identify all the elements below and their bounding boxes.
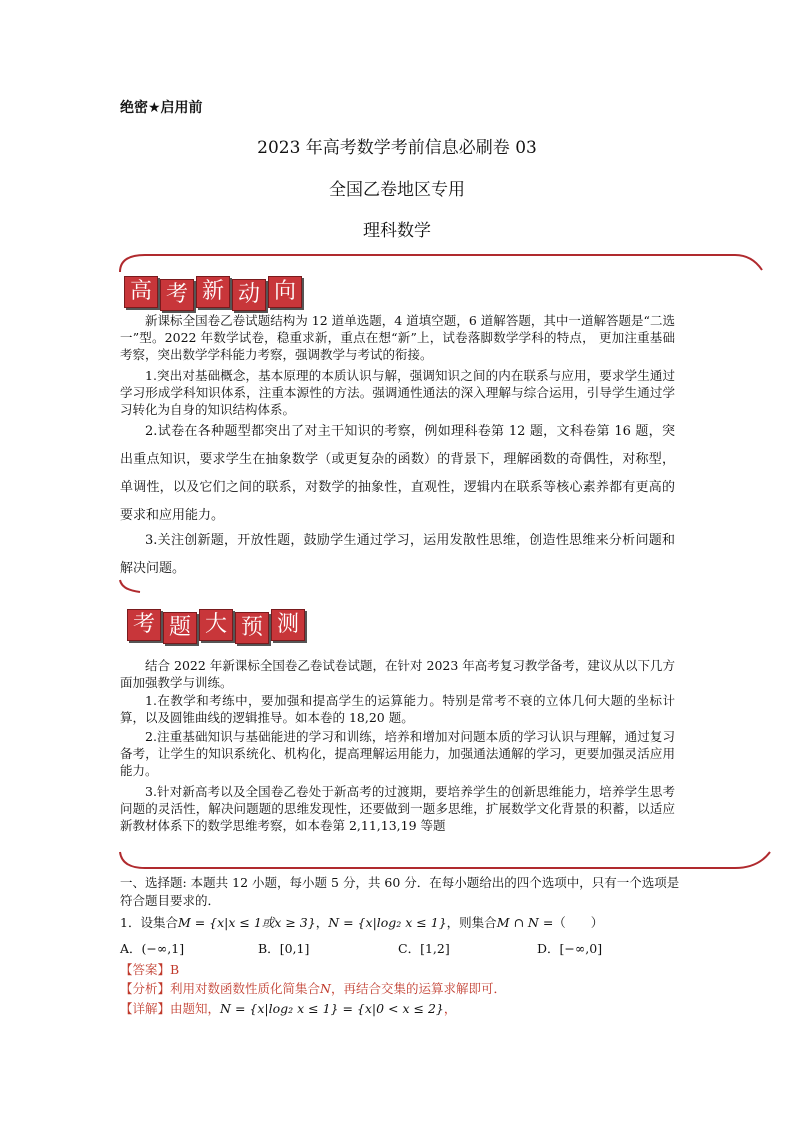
banner-char: 考: [160, 279, 194, 311]
banner-char: 预: [235, 612, 269, 644]
answer-line: 【答案】B: [120, 962, 180, 977]
subject-title: 理科数学: [363, 221, 431, 241]
forecast-paragraph: 3.针对新高考以及全国卷乙卷处于新高考的过渡期，要培养学生的创新思维能力，培养学生思考问题的灵活性，解决问题题的思维发现性，还要做到一题多思维，扩展数学文化背景的积蓄，以适应新教材体系下的数学思维考察，如本卷第 2,11,13,19 等题: [120, 784, 675, 833]
option-a: A．(−∞,1]: [120, 941, 185, 956]
trends-paragraph: 1.突出对基础概念，基本原理的本质认识与解，强调知识之间的内在联系与应用，要求学生通过学习形成学科知识体系，注重本源性的方法。强调通性通法的深入理解与综合运用，引导学生通过学习转化为自身的知识结构体系。: [120, 368, 675, 417]
banner-char: 测: [271, 609, 305, 641]
banner-char: 考: [127, 609, 161, 641]
forecast-banner: [127, 609, 305, 641]
banner-char: 向: [268, 276, 302, 308]
trends-paragraph: 3.关注创新题，开放性题，鼓励学生通过学习，运用发散性思维，创造性思维来分析问题和解决问题。: [120, 533, 675, 576]
intersection: M ∩ N =: [496, 915, 554, 930]
trends-banner: [124, 276, 302, 308]
set-m: M = {x|x ≤ 1或x ≥ 3}: [177, 915, 316, 930]
analysis-line: 【分析】利用对数函数性质化简集合N，再结合交集的运算求解即可．: [120, 981, 506, 996]
banner-char: 题: [163, 612, 197, 644]
section-heading: 一、选择题: 本题共 12 小题，每小题 5 分，共 60 分．在每小题给出的四个选项中，只有一个选项是符合题目要求的．: [120, 875, 680, 908]
forecast-paragraph: 1.在教学和考练中，要加强和提高学生的运算能力。特别是常考不衰的立体几何大题的坐标计算，以及圆锥曲线的逻辑推导。如本卷的 18,20 题。: [120, 693, 675, 725]
detail-line: 【详解】由题知，N = {x|log₂ x ≤ 1} = {x|0 < x ≤ 2}，: [120, 1001, 457, 1016]
option-b: B．[0,1]: [258, 941, 310, 956]
forecast-paragraph: 结合 2022 年新课标全国卷乙卷试卷试题，在针对 2023 年高考复习教学备考，建议从以下几方面加强教学与训练。: [120, 658, 675, 690]
banner-char: 高: [124, 276, 158, 308]
forecast-paragraph: 2.注重基础知识与基础能进的学习和训练，培养和增加对问题本质的学习认识与理解，通过复习备考，让学生的知识系统化、机构化，提高理解运用能力，加强通法通解的学习，更要加强灵活应用能力。: [120, 729, 675, 778]
paper-title: 2023 年高考数学考前信息必刷卷 03: [257, 138, 537, 158]
banner-char: 动: [232, 279, 266, 311]
forecast-frame-bottom: [120, 852, 770, 868]
set-n: N = {x|log₂ x ≤ 1}: [328, 915, 447, 930]
option-c: C．[1,2]: [398, 941, 450, 956]
option-d: D．[−∞,0]: [537, 941, 603, 956]
trends-frame-top: [120, 255, 762, 272]
question-1: 1．设集合M = {x|x ≤ 1或x ≥ 3}，N = {x|log₂ x ≤ 1}，则集合M ∩ N =（ ）: [120, 915, 604, 930]
region-title: 全国乙卷地区专用: [329, 180, 465, 200]
confidential-label: 绝密★启用前: [120, 100, 203, 116]
banner-char: 大: [199, 609, 233, 641]
trends-paragraph: 新课标全国卷乙卷试题结构为 12 道单选题，4 道填空题，6 道解答题，其中一道解答题是“二选一”型。2022 年数学试卷，稳重求新，重点在想“新”上，试卷落脚数学学科的特点， 更加注重基础考察，突出数学学科能力考察，强调教学与考试的衔接。: [120, 313, 675, 362]
banner-char: 新: [196, 276, 230, 308]
trends-paragraph: 2.试卷在各种题型都突出了对主干知识的考察，例如理科卷第 12 题，文科卷第 16 题，突出重点知识，要求学生在抽象数学（或更复杂的函数）的背景下，理解函数的奇偶性，对称型，单调性，以及它们之间的联系，对数学的抽象性，直观性，逻辑内在联系等核心素养都有更高的要求和应用能力。: [120, 424, 675, 523]
